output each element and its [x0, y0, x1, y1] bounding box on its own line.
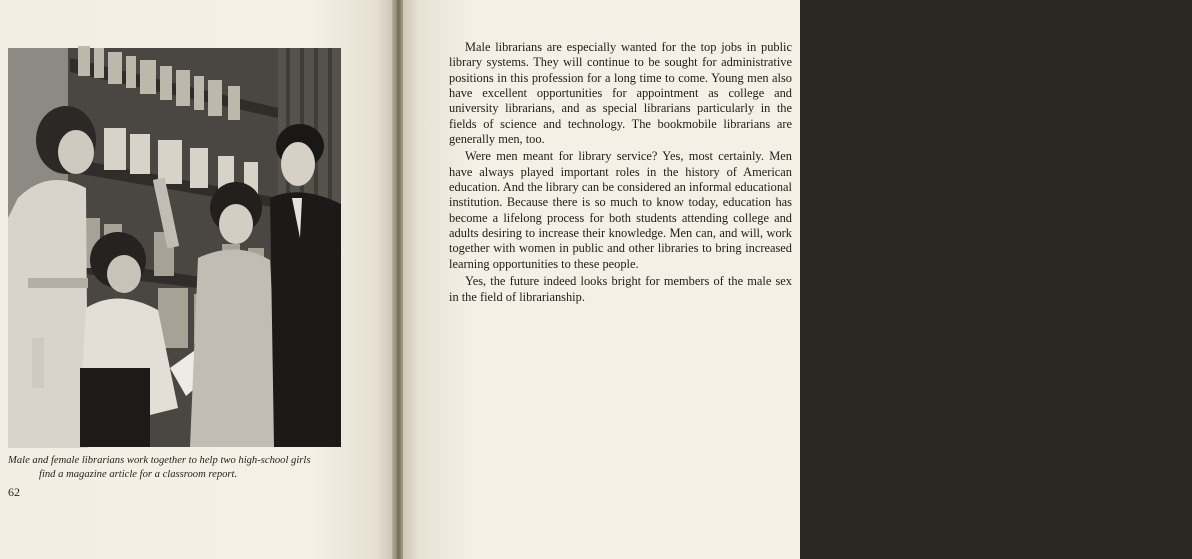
- paragraph-3: Yes, the future indeed looks bright for members of the male sex in the field of librarianship.: [449, 274, 792, 304]
- paragraph-1: Male librarians are especially wanted for the top jobs in public library systems. They will continue to be sought for administrative positions in this profession for a long time to come. Young men also have excellent opportunities for appointment as college and university librarians, and as special librarians particularly in the fields of science and technology. The bookmobile librarians are generally men, too.: [449, 40, 792, 147]
- library-photo: [8, 48, 341, 447]
- page-number-right: 63: [1180, 479, 1192, 493]
- page-number-left: 62: [8, 485, 20, 499]
- left-page: [0, 0, 392, 559]
- caption-line-2: find a magazine article for a classroom report.: [39, 469, 238, 480]
- photo-caption: [8, 454, 348, 482]
- library-photo-illustration: [8, 48, 341, 447]
- caption-line-1: Male and female librarians work together to help two high-school girls: [8, 455, 311, 466]
- paragraph-2: Were men meant for library service? Yes, most certainly. Men have always played important roles in the history of American education. And the library can be considered an informal educational institution. Because there is so much to know today, education has become a lifelong process for both students attending college and adults desiring to increase their knowledge. Men can, and will, work together with women in public and other libraries to bring increased learning opportunities to these people.: [449, 149, 792, 271]
- body-text: [449, 40, 792, 305]
- book-gutter: [392, 0, 403, 559]
